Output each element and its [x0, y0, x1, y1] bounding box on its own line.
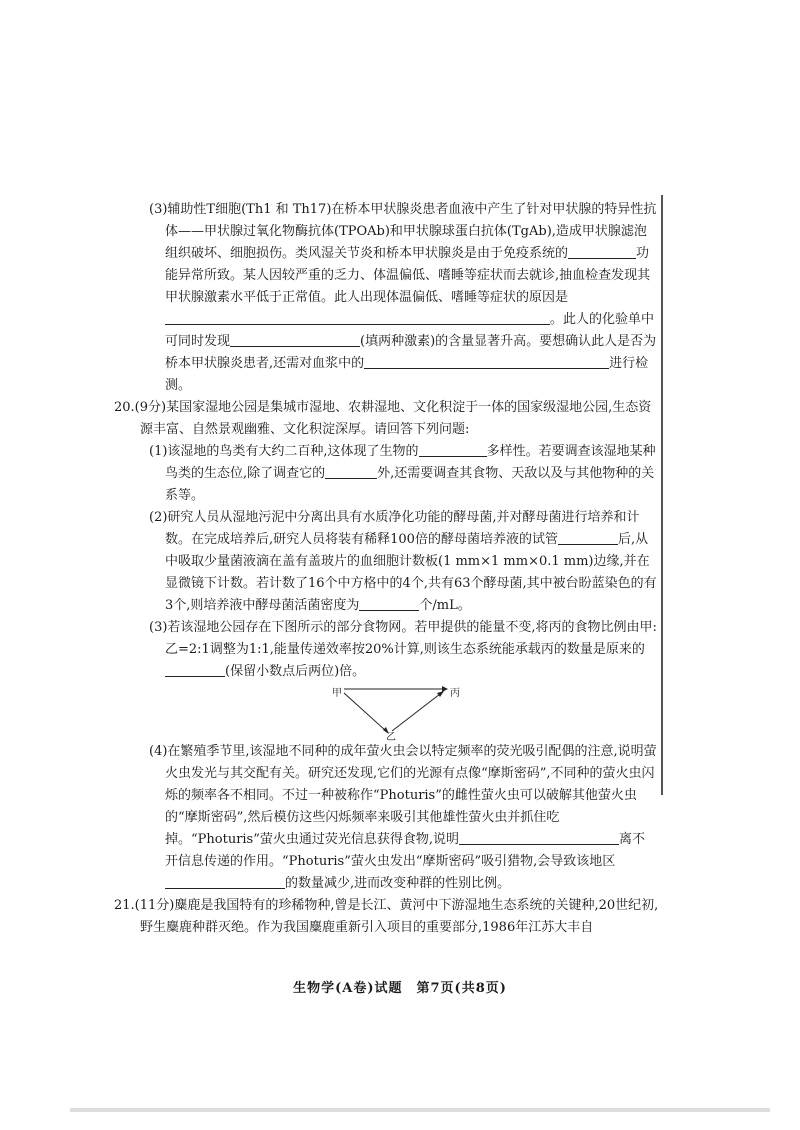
margin-line [661, 195, 663, 795]
page-footer: 生物学(A卷)试题 第7页(共8页) [293, 981, 507, 996]
q20-part2: (2)研究人员从湿地污泥中分离出具有水质净化功能的酵母菌,并对酵母菌进行培养和计数。在完成培养后,研究人员将装有稀释100倍的酵母菌培养液的试管 后,从中吸取少量菌液滴在盖有盖玻片的血细胞计数板(1 mm×1 mm×0.1 mm)边缘,并在显微镜下计数。若计数了16个中方格中的4个,共有63个酵母菌,其中被台盼蓝染色的有3个,则培养液中酵母菌活菌密度为 个/mL。 [149, 510, 657, 613]
answer-blank[interactable] [419, 442, 487, 457]
answer-blank[interactable] [558, 530, 618, 545]
q20-part3: (3)若该湿地公园存在下图所示的部分食物网。若甲提供的能量不变,将丙的食物比例由甲:乙=2:1调整为1:1,能量传递效率按20%计算,则该生态系统能承载丙的数量是原来的(保留小数点后两位)倍。 [149, 620, 657, 679]
answer-blank[interactable] [165, 874, 285, 889]
food-web-arrows [330, 683, 470, 741]
scan-edge [70, 1108, 770, 1112]
exam-content [114, 199, 659, 939]
q19-part3: (3)辅助性T细胞(Th1 和 Th17)在桥本甲状腺炎患者血液中产生了针对甲状腺的特异性抗体——甲状腺过氧化物酶抗体(TPOAb)和甲状腺球蛋白抗体(TgAb),造成甲状腺滤泡组织破坏、细胞损伤。类风湿关节炎和桥本甲状腺炎是由于免疫系统的 功能异常所致。某人因较严重的乏力、体温偏低、嗜睡等症状而去就诊,抽血检查发现其甲状腺激素水平低于正常值。此人出现体温偏低、嗜睡等症状的原因是。此人的化验单中可同时发现 (填两种激素)的含量显著升高。要想确认此人是否为桥本甲状腺炎患者,还需对血浆中的 进行检测。 [149, 202, 657, 393]
answer-blank[interactable] [359, 596, 419, 611]
answer-blank[interactable] [325, 464, 377, 479]
node-yi: 乙 [386, 732, 396, 743]
q20-part4: (4)在繁殖季节里,该湿地不同种的成年萤火虫会以特定频率的荧光吸引配偶的注意,说明萤火虫发光与其交配有关。研究还发现,它们的光源有点像“摩斯密码”,不同种的萤火虫闪烁的频率各不相同。不过一种被称作“Photuris”的雌性萤火虫可以破解其他萤火虫的“摩斯密码”,然后模仿这些闪烁频率来吸引其他雄性萤火虫并抓住吃掉。“Photuris”萤火虫通过荧光信息获得食物,说明 离不开信息传递的作用。“Photuris”萤火虫发出“摩斯密码”吸引猎物,会导致该地区的数量减少,进而改变种群的性别比例。 [149, 744, 657, 891]
answer-blank[interactable] [230, 332, 360, 347]
food-web-diagram [140, 683, 658, 741]
answer-blank[interactable] [364, 354, 609, 369]
q20-part1: (1)该湿地的鸟类有大约二百种,这体现了生物的 多样性。若要调查该湿地某种鸟类的生态位,除了调查它的 外,还需要调查其食物、天敌以及与其他物种的关系等。 [149, 444, 656, 503]
answer-blank[interactable] [165, 662, 225, 677]
node-bing: 丙 [450, 688, 460, 699]
answer-blank[interactable] [165, 310, 550, 325]
answer-blank[interactable] [568, 244, 636, 259]
q21-heading: 21.(11分)麋鹿是我国特有的珍稀物种,曾是长江、黄河中下游湿地生态系统的关键种,20世纪初,野生麋鹿种群灭绝。作为我国麋鹿重新引入项目的重要部分,1986年江苏大丰自 [114, 898, 659, 935]
node-jia: 甲 [332, 688, 342, 699]
q20-heading: 20.(9分)某国家湿地公园是集城市湿地、农耕湿地、文化积淀于一体的国家级湿地公园,生态资源丰富、自然景观幽雅、文化积淀深厚。请回答下列问题: [114, 400, 652, 437]
answer-blank[interactable] [459, 830, 619, 845]
